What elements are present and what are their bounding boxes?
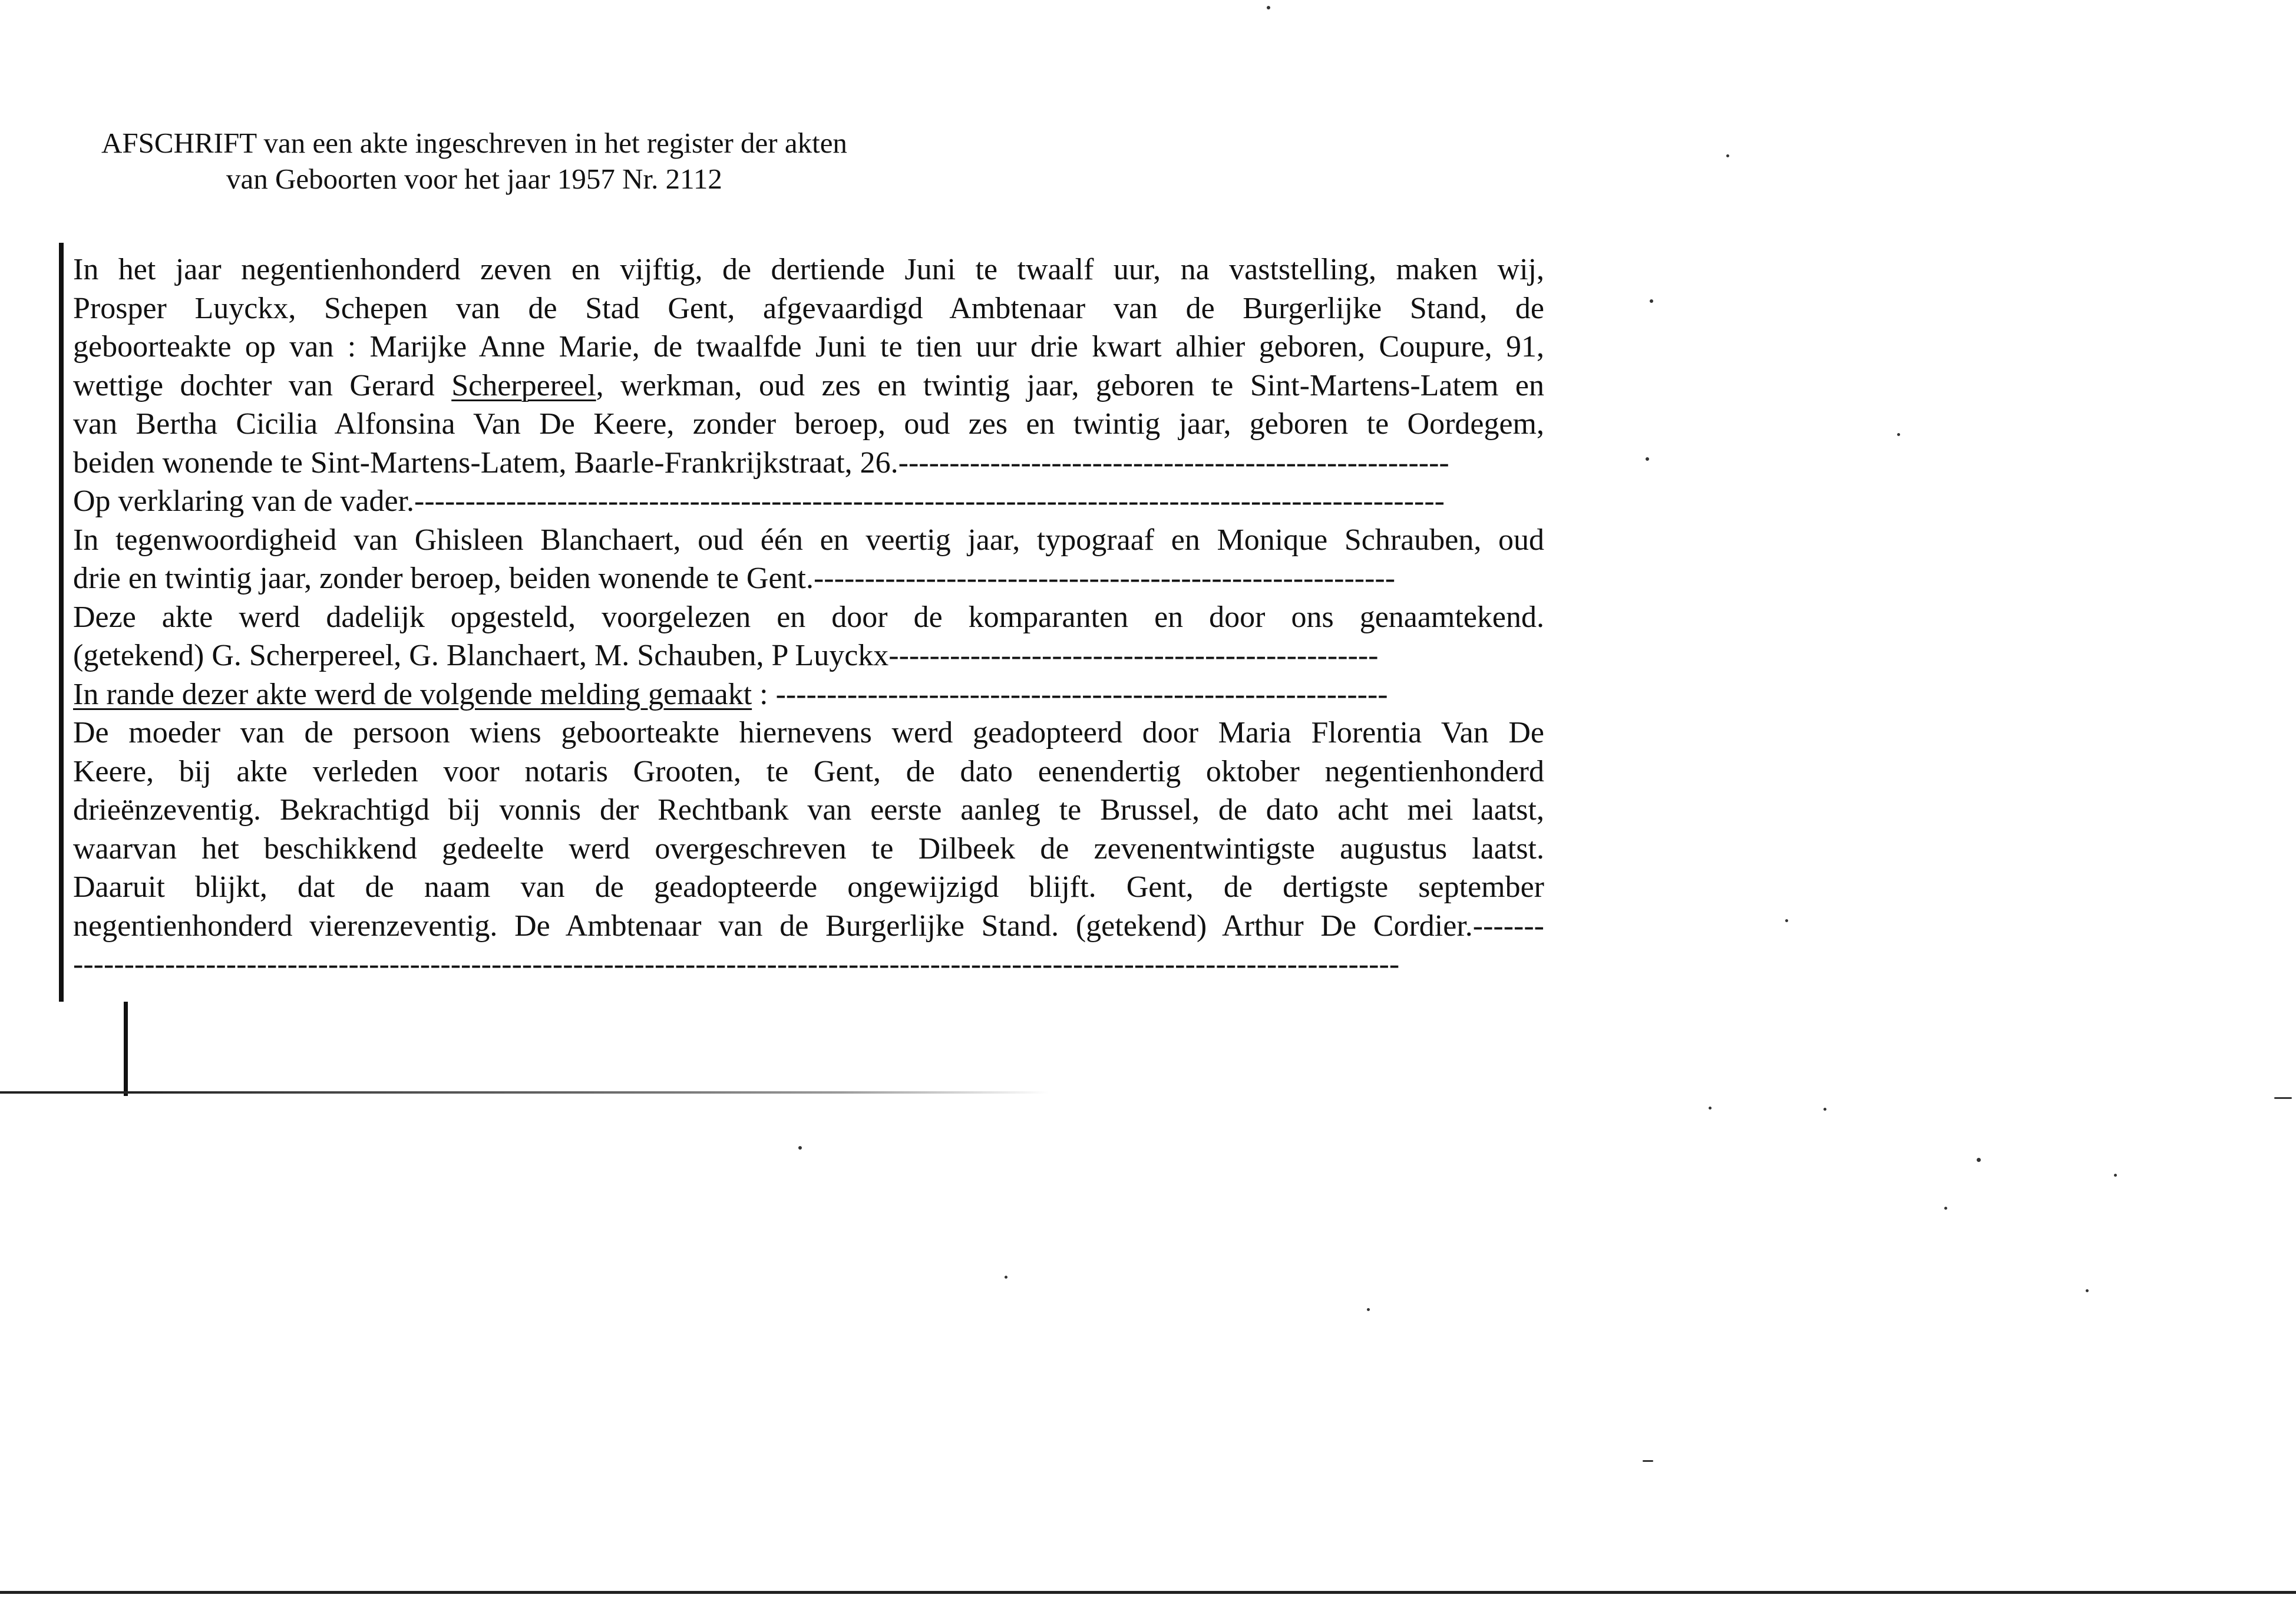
deed-line [73,367,1544,405]
scan-speck [2114,1174,2117,1177]
scan-speck [1646,457,1649,461]
left-margin-rule [59,243,64,1002]
deed-line: ---------------------------------------------------------------------------------------------------------------------------------- [73,947,1400,981]
scan-speck [1897,433,1900,436]
deed-text-block [73,250,1544,984]
deed-line: (getekend) G. Scherpereel, G. Blanchaert, M. Schauben, P Luyckx------------------------------------------------ [73,639,1379,672]
deed-line: In het jaar negentienhonderd zeven en vijftig, de dertiende Juni te twaalf uur, na vaststelling, maken wij, [73,253,1544,286]
scan-speck [1977,1158,1981,1162]
scan-speck [1267,6,1270,9]
scan-speck [1650,299,1653,303]
deed-line [73,675,1544,714]
underlined-marginal-note-heading: In rande dezer akte werd de volgende melding gemaakt [73,677,752,711]
scan-speck [1785,919,1788,922]
deed-line-text: : ------------------------------------------------------------ [752,677,1388,711]
deed-line: De moeder van de persoon wiens geboorteakte hiernevens werd geadopteerd door Maria Florentia Van De [73,716,1544,750]
deed-line-text: wettige dochter van Gerard [73,368,452,402]
scan-speck [798,1146,802,1150]
scan-speck [1709,1107,1712,1110]
deed-line: drie en twintig jaar, zonder beroep, beiden wonende te Gent.--------------------------------------------------------- [73,562,1396,595]
deed-line: Deze akte werd dadelijk opgesteld, voorgelezen en door de komparanten en door ons genaamtekend. [73,600,1544,634]
deed-line: In tegenwoordigheid van Ghisleen Blanchaert, oud één en veertig jaar, typograaf en Monique Schrauben, oud [73,523,1544,557]
deed-line: Keere, bij akte verleden voor notaris Grooten, te Gent, de dato eenendertig oktober negentienhonderd [73,754,1544,788]
deed-line: Op verklaring van de vader.----------------------------------------------------------------------------------------------------- [73,484,1445,518]
scan-speck [2086,1289,2089,1292]
deed-line: waarvan het beschikkend gedeelte werd overgeschreven te Dilbeek de zevenentwintigste augustus laatst. [73,831,1544,866]
document-heading [101,125,926,197]
scan-speck [2274,1097,2292,1099]
scan-speck [1005,1276,1007,1279]
scan-speck [1823,1108,1826,1111]
deed-line: negentienhonderd vierenzeventig. De Ambtenaar van de Burgerlijke Stand. (getekend) Arthur De Cordier.------- [73,909,1544,943]
deed-line: Daaruit blijkt, dat de naam van de geadopteerde ongewijzigd blijft. Gent, de dertigste september [73,870,1544,904]
crop-mark-vertical [124,1002,128,1096]
scan-speck [1726,154,1729,157]
deed-line: beiden wonende te Sint-Martens-Latem, Baarle-Frankrijkstraat, 26.------------------------------------------------------ [73,445,1449,480]
crop-mark-horizontal [0,1091,1049,1094]
underlined-surname: Scherpereel [451,368,596,402]
scan-speck [1944,1207,1947,1210]
deed-line: geboorteakte op van : Marijke Anne Marie, de twaalfde Juni te tien uur drie kwart alhier geboren, Coupure, 91, [73,330,1544,364]
deed-line: Prosper Luyckx, Schepen van de Stad Gent, afgevaardigd Ambtenaar van de Burgerlijke Stand, de [73,291,1544,325]
deed-line: drieënzeventig. Bekrachtigd bij vonnis der Rechtbank van eerste aanleg te Brussel, de dato acht mei laatst, [73,793,1544,827]
scan-speck [1643,1460,1653,1462]
deed-line: van Bertha Cicilia Alfonsina Van De Keere, zonder beroep, oud zes en twintig jaar, geboren te Oordegem, [73,407,1544,441]
scan-bottom-edge [0,1591,2296,1594]
heading-line-1: AFSCHRIFT van een akte ingeschreven in het register der akten [101,127,847,159]
scan-speck [1367,1308,1370,1311]
heading-line-2: van Geboorten voor het jaar 1957 Nr. 2112 [226,163,722,195]
deed-line-text: , werkman, oud zes en twintig jaar, geboren te Sint-Martens-Latem en [596,368,1544,402]
